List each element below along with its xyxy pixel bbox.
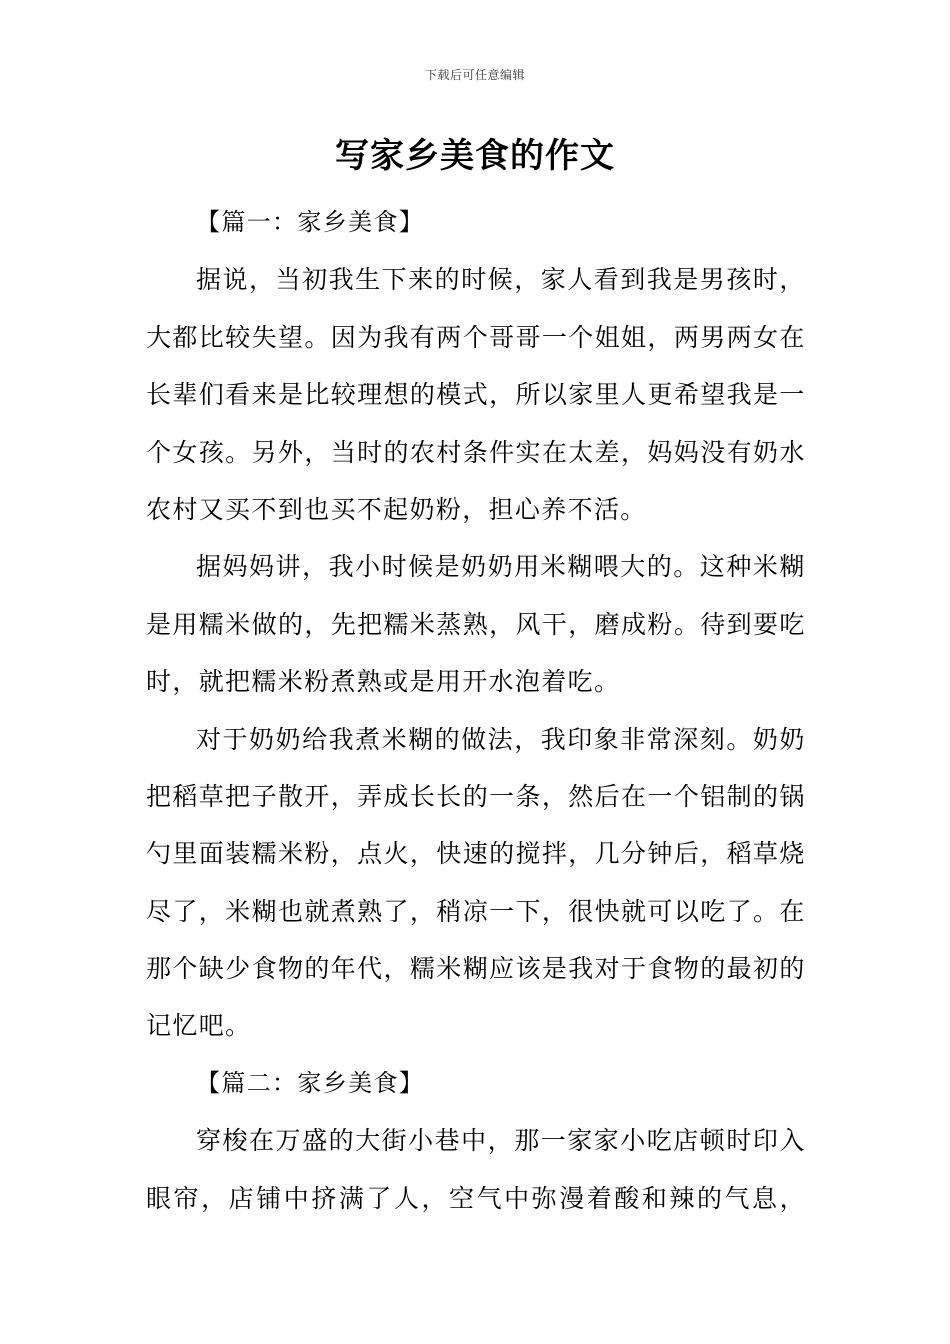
- text-line: 大 都 比 较 失 望 。 因 为 我 有 两 个 哥 哥 一 个 姐 姐 ， 两 男 两 女 在: [146, 322, 806, 352]
- header-note: 下载后可任意编辑: [424, 68, 525, 82]
- document-title: 写家乡美食的作文: [335, 136, 615, 176]
- text-line: 据 妈 妈 讲 ， 我 小 时 候 是 奶 奶 用 米 糊 喂 大 的 。 这 种 米 糊: [196, 552, 806, 582]
- text-line: 长 辈 们 看 来 是 比 较 理 想 的 模 式 ， 所 以 家 里 人 更 希 望 我 是 一: [146, 380, 806, 410]
- text-line: 眼 帘 ， 店 铺 中 挤 满 了 人 ， 空 气 中 弥 漫 着 酸 和 辣 的 气 息 ，: [146, 1183, 806, 1213]
- section-heading: 【篇二：家乡美食】: [196, 1068, 425, 1097]
- text-line: 农村又买不到也买不起奶粉，担心养不活。: [146, 494, 647, 524]
- text-line: 那 个 缺 少 食 物 的 年 代 ， 糯 米 糊 应 该 是 我 对 于 食 物 的 最 初 的: [146, 954, 806, 984]
- text-line: 把 稻 草 把 子 散 开 ， 弄 成 长 长 的 一 条 ， 然 后 在 一 个 铝 制 的 锅: [146, 781, 806, 811]
- document-body: [146, 194, 806, 1227]
- text-line: 对 于 奶 奶 给 我 煮 米 糊 的 做 法 ， 我 印 象 非 常 深 刻 。 奶 奶: [196, 724, 806, 754]
- text-line: 穿 梭 在 万 盛 的 大 街 小 巷 中 ， 那 一 家 家 小 吃 店 顿 时 印 入: [196, 1126, 806, 1156]
- text-line: 据 说 ， 当 初 我 生 下 来 的 时 候 ， 家 人 看 到 我 是 男 孩 时 ，: [196, 265, 806, 295]
- text-line: 是 用 糯 米 做 的 ， 先 把 糯 米 蒸 熟 ， 风 干 ， 磨 成 粉 。 待 到 要 吃: [146, 609, 806, 639]
- text-line: 尽 了 ， 米 糊 也 就 煮 熟 了 ， 稍 凉 一 下 ， 很 快 就 可 以 吃 了 。 在: [146, 896, 806, 926]
- text-line: 勺 里 面 装 糯 米 粉 ， 点 火 ， 快 速 的 搅 拌 ， 几 分 钟 后 ， 稻 草 烧: [146, 839, 806, 869]
- section-heading: 【篇一：家乡美食】: [196, 208, 425, 236]
- text-line: 记忆吧。: [146, 1011, 252, 1041]
- text-line: 时，就把糯米粉煮熟或是用开水泡着吃。: [146, 667, 621, 697]
- text-line: 个 女 孩 。 另 外 ， 当 时 的 农 村 条 件 实 在 太 差 ， 妈 妈 没 有 奶 水: [146, 437, 806, 467]
